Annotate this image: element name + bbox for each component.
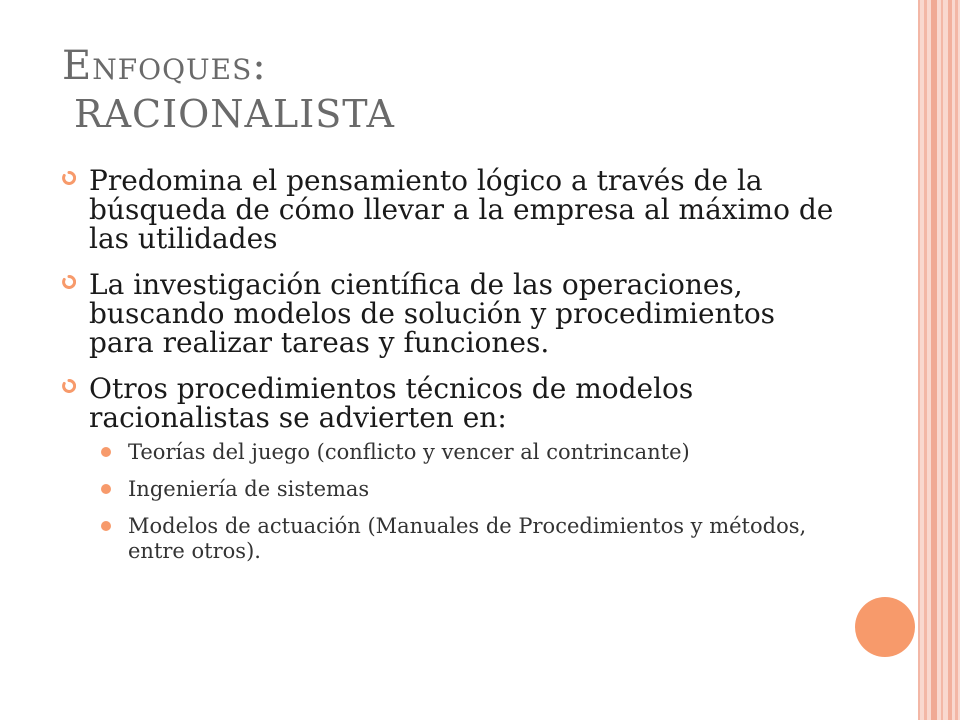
sub-bullet-text: Teorías del juego (conflicto y vencer al contrincante) xyxy=(128,440,690,464)
sub-bullet-text: Modelos de actuación (Manuales de Procedimientos y métodos, entre otros). xyxy=(128,514,807,563)
decorative-stripe xyxy=(931,0,937,720)
ring-bullet-icon xyxy=(62,171,76,185)
decorative-stripe xyxy=(924,0,927,720)
title-line-2: RACIONALISTA xyxy=(74,92,395,136)
sub-bullet-item xyxy=(89,440,842,465)
dot-bullet-icon xyxy=(101,521,111,531)
bullet-text: La investigación científica de las operaciones, buscando modelos de solución y procedimientos para realizar tareas y funciones. xyxy=(89,268,776,359)
sub-bullet-text: Ingeniería de sistemas xyxy=(128,477,370,501)
bullet-item xyxy=(62,374,842,564)
dot-bullet-icon xyxy=(101,484,111,494)
sub-bullet-list xyxy=(89,440,842,564)
bullet-text: Otros procedimientos técnicos de modelos racionalistas se advierten en: xyxy=(89,372,694,434)
ring-bullet-icon xyxy=(62,275,76,289)
decorative-circle-icon xyxy=(855,597,915,657)
decorative-stripe xyxy=(948,0,952,720)
bullet-list xyxy=(62,166,842,581)
bullet-item xyxy=(62,166,842,253)
slide-title xyxy=(62,42,822,138)
ring-bullet-icon xyxy=(62,379,76,393)
dot-bullet-icon xyxy=(101,447,111,457)
decorative-stripe xyxy=(918,0,920,720)
title-line-1: Enfoques: xyxy=(62,43,267,89)
sub-bullet-item xyxy=(89,477,842,502)
bullet-text: Predomina el pensamiento lógico a través de la búsqueda de cómo llevar a la empresa al máximo de las utilidades xyxy=(89,164,834,255)
sub-bullet-item xyxy=(89,514,842,564)
decorative-stripe xyxy=(941,0,943,720)
bullet-item xyxy=(62,270,842,357)
decorative-stripe xyxy=(955,0,958,720)
